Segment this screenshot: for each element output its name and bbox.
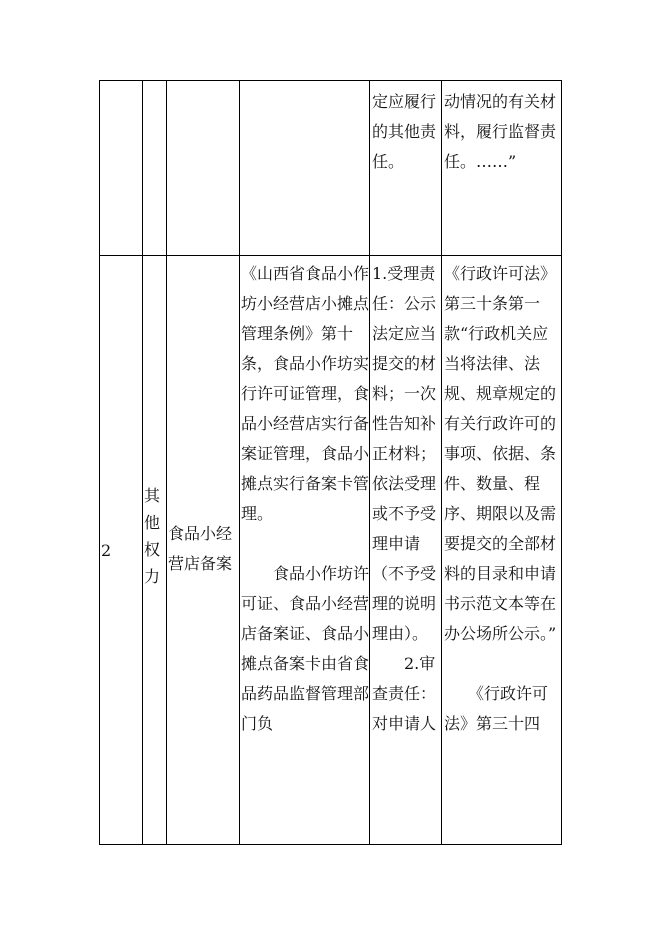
row1-law-cell (444, 87, 562, 177)
row2-number: 2 (101, 541, 112, 560)
column-divider (369, 81, 370, 844)
row2-law-para2: 《行政许可法》第三十四 (444, 684, 549, 733)
row2-item-name: 食品小经营店备案 (168, 524, 233, 573)
column-divider (166, 81, 167, 844)
power-list-table (99, 80, 562, 845)
row2-duty-para2: 2.审查责任：对申请人 (372, 654, 437, 733)
row2-duty-para1: 1.受理责任：公示法定应当提交的材料；一次性告知补正材料；依法受理或不予受理申请（不予受理的说明理由）。 (372, 264, 437, 643)
row2-number-cell (101, 536, 141, 566)
row-divider (100, 255, 561, 256)
row2-duty-cell (372, 259, 440, 844)
row1-duty-cell (372, 87, 440, 177)
row2-item-name-cell (168, 519, 238, 579)
row1-duty-text: 定应履行的其他责任。 (372, 92, 437, 171)
row2-category-cell (144, 482, 165, 590)
row2-law-para1: 《行政许可法》第三十条第一款“行政机关应当将法律、法规、规章规定的有关行政许可的事项、依据、条件、数量、程序、期限以及需要提交的全部材料的目录和申请书示范文本等在办公场所公示。” (444, 264, 557, 643)
column-divider (239, 81, 240, 844)
row2-category: 其他权力 (144, 486, 161, 586)
column-divider (142, 81, 143, 844)
row1-law-text: 动情况的有关材料，履行监督责任。……” (444, 92, 557, 171)
row2-basis-para1: 《山西省食品小作坊小经营店小摊点管理条例》第十条，食品小作坊实行许可证管理，食品小经营店实行备案证管理，食品小摊点实行备案卡管理。 (241, 264, 369, 523)
row2-basis-para2: 食品小作坊许可证、食品小经营店备案证、食品小摊点备案卡由省食品药品监督管理部门负 (241, 564, 369, 733)
row2-law-cell (444, 259, 562, 844)
row2-basis-cell (241, 259, 369, 844)
column-divider (441, 81, 442, 844)
